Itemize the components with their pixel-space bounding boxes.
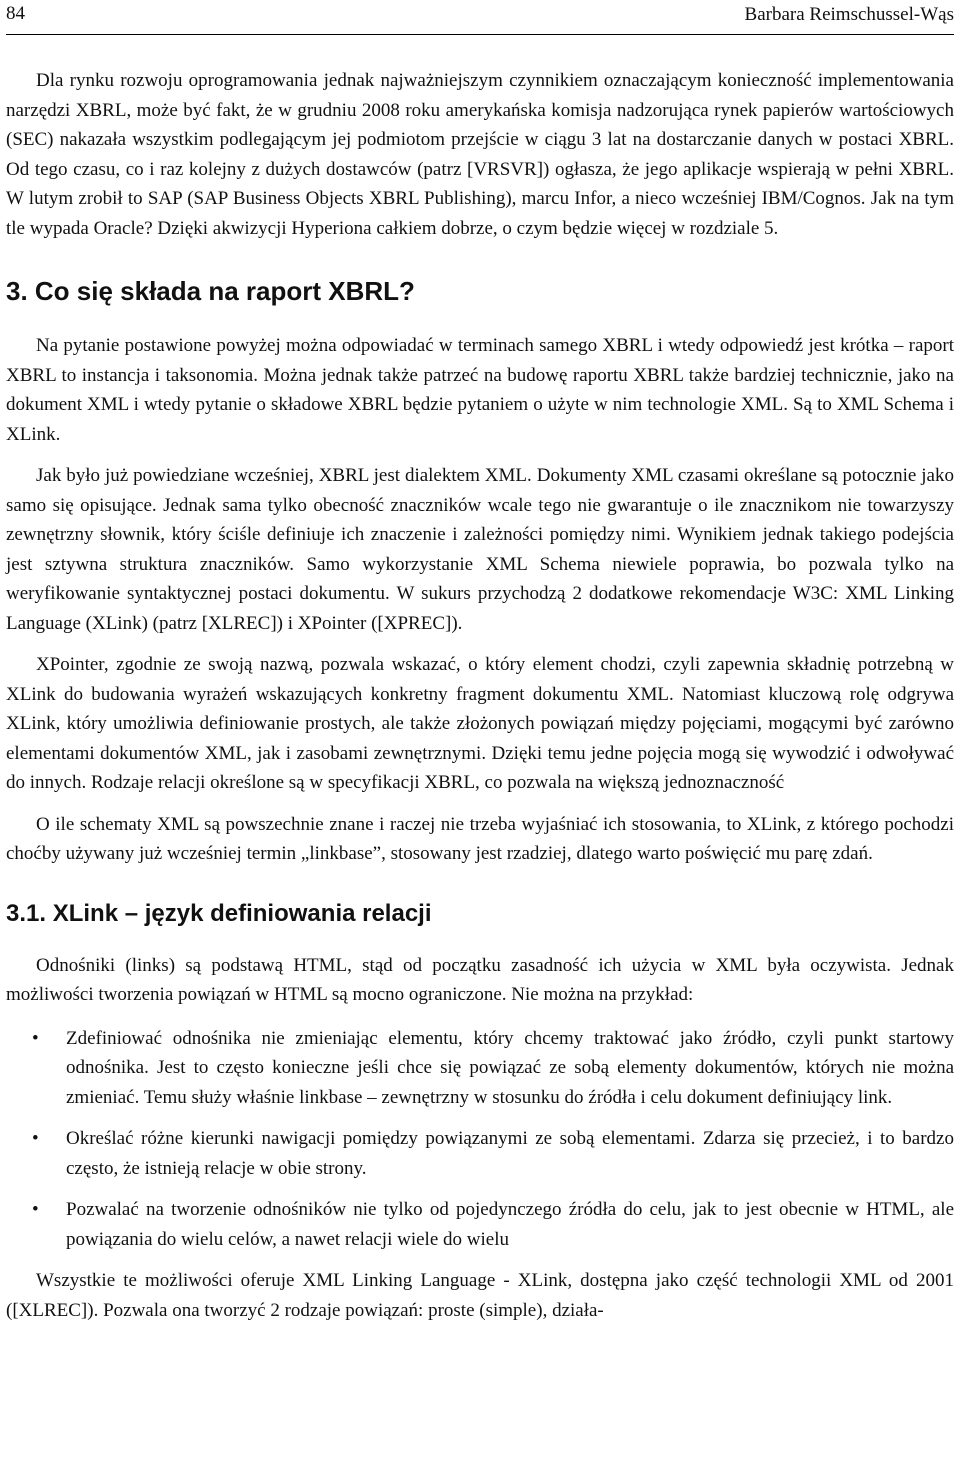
list-item-text: Zdefiniować odnośnika nie zmieniając elementu, który chcemy traktować jako źródło, czyli punkt startowy odnośnika. Jest to często konieczne jeśli chce się powiązać ze sobą elementy dokumentów, których nie można zmieniać. Temu służy właśnie linkbase – zewnętrzny w stosunku do źródła i celu dokument definiujący link. — [66, 1027, 954, 1108]
list-item — [6, 1195, 954, 1254]
bullet-icon: • — [32, 1128, 39, 1149]
section31-intro-paragraph: Odnośniki (links) są podstawą HTML, stąd od początku zasadność ich użycia w XML była oczywista. Jednak możliwości tworzenia powiązań w HTML są mocno ograniczone. Nie można na przykład: — [6, 954, 954, 1005]
page-number: 84 — [6, 3, 25, 24]
bullet-icon: • — [32, 1027, 39, 1049]
bullet-icon: • — [32, 1199, 39, 1220]
page-header — [6, 0, 954, 35]
section3-paragraph-2: Jak było już powiedziane wcześniej, XBRL jest dialektem XML. Dokumenty XML czasami określane są potocznie jako samo się opisujące. Jednak sama tylko obecność znaczników wcale tego nie gwarantuje o ile znacznikom nie towarzyszy zewnętrzny słownik, który ściśle definiuje ich znaczenie i zależności pomiędzy nimi. Wynikiem jednak takiego podejścia jest sztywna struktura znaczników. Samo wykorzystanie XML Schema niewiele poprawia, bo pozwala tylko na weryfikowanie syntaktycznej postaci dokumentu. W sukurs przychodzą 2 dodatkowe rekomendacje W3C: XML Linking Language (XLink) (patrz [XLREC]) i XPointer ([XPREC]). — [6, 465, 954, 634]
page-body — [6, 66, 954, 1325]
list-item — [6, 1024, 954, 1113]
section-heading-3: 3. Co się składa na raport XBRL? — [6, 276, 415, 306]
section-heading-3-1: 3.1. XLink – język definiowania relacji — [6, 899, 432, 927]
section3-paragraph-4: O ile schematy XML są powszechnie znane i raczej nie trzeba wyjaśniać ich stosowania, to XLink, z którego pochodzi choćby używany już wcześniej termin „linkbase”, stosowany jest rzadziej, dlatego warto poświęcić mu parę zdań. — [6, 813, 954, 864]
section3-paragraph-1: Na pytanie postawione powyżej można odpowiadać w terminach samego XBRL i wtedy odpowiedź jest krótka – raport XBRL to instancja i taksonomia. Można jednak także patrzeć na budowę raportu XBRL także bardziej technicznie, jako na dokument XML i wtedy pytanie o składowe XBRL będzie pytaniem o użyte w nim technologie XML. Są to XML Schema i XLink. — [6, 335, 954, 445]
list-item-text: Określać różne kierunki nawigacji pomiędzy powiązanymi ze sobą elementami. Zdarza się przecież, i to bardzo często, że istnieją relacje w obie strony. — [66, 1128, 954, 1179]
list-item — [6, 1124, 954, 1183]
closing-paragraph: Wszystkie te możliwości oferuje XML Linking Language - XLink, dostępna jako część technologii XML od 2001 ([XLREC]). Pozwala ona tworzyć 2 rodzaje powiązań: proste (simple), działa- — [6, 1270, 954, 1321]
list-item-text: Pozwalać na tworzenie odnośników nie tylko od pojedynczego źródła do celu, jak to jest obecnie w HTML, ale powiązania do wielu celów, a nawet relacji wiele do wielu — [66, 1199, 954, 1250]
section3-paragraph-3: XPointer, zgodnie ze swoją nazwą, pozwala wskazać, o który element chodzi, czyli zapewnia składnię potrzebną w XLink do budowania wyrażeń wskazujących konkretny fragment dokumentu XML. Natomiast kluczową rolę odgrywa XLink, który umożliwia definiowanie prostych, ale także złożonych powiązań między pojęciami, mogącymi być zarówno elementami dokumentów XML, jak i zasobami zewnętrznymi. Dzięki temu jedne pojęcia mogą się wywodzić i odwoływać do innych. Rodzaje relacji określone są w specyfikacji XBRL, co pozwala na większą jednoznaczność — [6, 654, 954, 793]
running-head: Barbara Reimschussel-Wąs — [744, 4, 954, 25]
intro-paragraph: Dla rynku rozwoju oprogramowania jednak najważniejszym czynnikiem oznaczającym konieczność implementowania narzędzi XBRL, może być fakt, że w grudniu 2008 roku amerykańska komisja nadzorująca rynek papierów wartościowych (SEC) nakazała wszystkim podlegającym jej podmiotom przejście w ciągu 3 lat na dostarczanie danych w postaci XBRL. Od tego czasu, co i raz kolejny z dużych dostawców (patrz [VRSVR]) ogłasza, że jego aplikacje wspierają w pełni XBRL. W lutym zrobił to SAP (SAP Business Objects XBRL Publishing), marcu Infor, a nieco wcześniej IBM/Cognos. Jak na tym tle wypada Oracle? Dzięki akwizycji Hyperiona całkiem dobrze, o czym będzie więcej w rozdziale 5. — [6, 70, 954, 239]
limitations-list — [6, 1024, 954, 1255]
